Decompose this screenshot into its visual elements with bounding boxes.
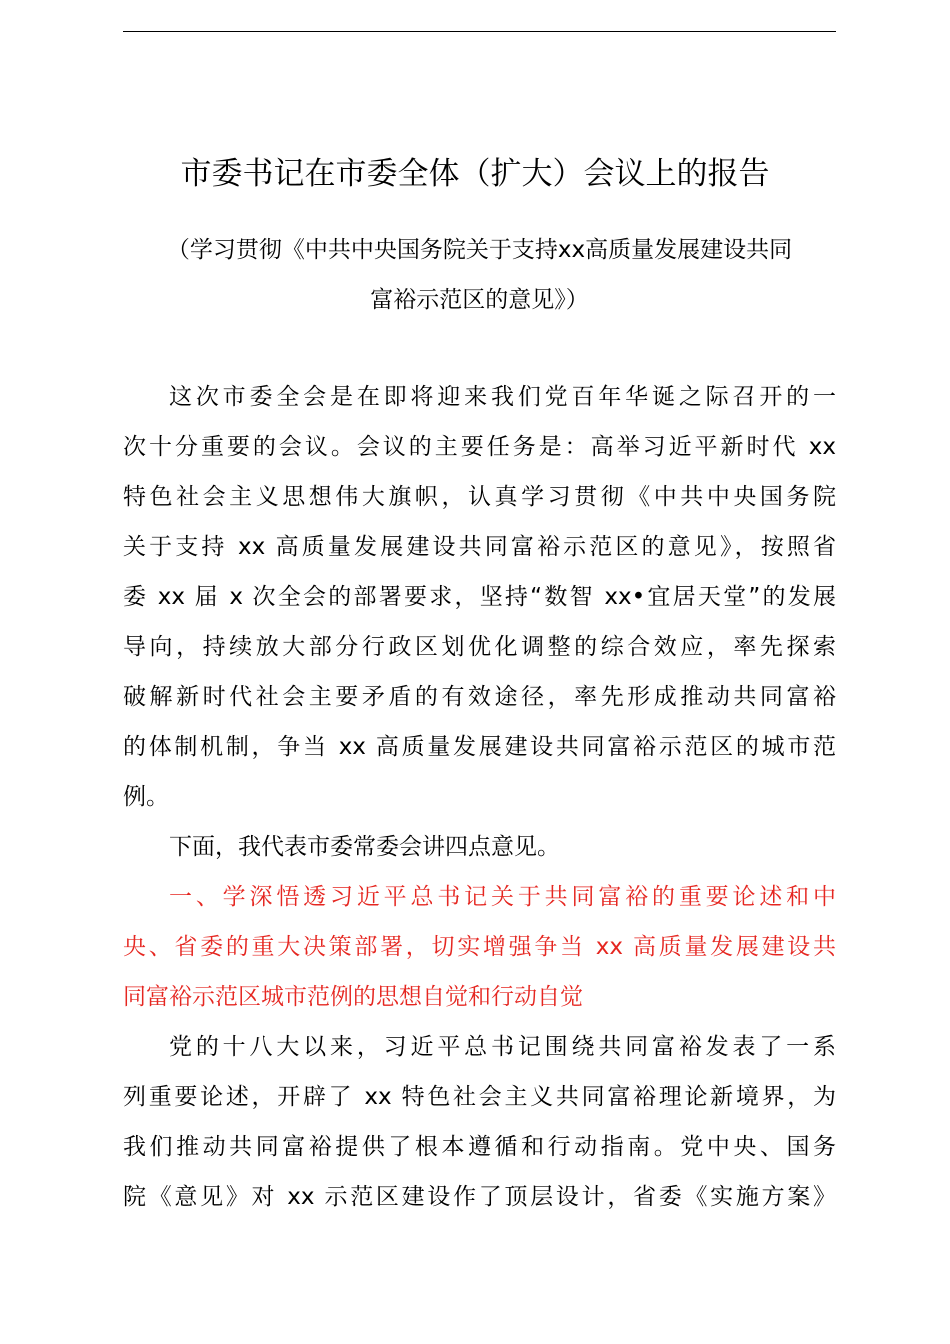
paragraph-line: 列重要论述，开辟了 xx 特色社会主义共同富裕理论新境界，为 [123,1084,836,1110]
document-body [123,372,836,1222]
heading-line: 一、学深悟透习近平总书记关于共同富裕的重要论述和中 [169,884,836,910]
paragraph-section-1 [123,1022,836,1222]
paragraph-line: 导向，持续放大部分行政区划优化调整的综合效应，率先探索 [123,634,836,660]
paragraph-line: 这次市委全会是在即将迎来我们党百年华诞之际召开的一 [169,384,836,410]
paragraph-line: 院《意见》对 xx 示范区建设作了顶层设计，省委《实施方案》 [123,1184,836,1210]
heading-line: 央、省委的重大决策部署，切实增强争当 xx 高质量发展建设共 [123,934,836,960]
paragraph-line: 特色社会主义思想伟大旗帜，认真学习贯彻《中共中央国务院 [123,484,836,510]
section-heading-1 [123,872,836,1022]
paragraph-opinions [123,822,836,872]
paragraph-line: 的体制机制，争当 xx 高质量发展建设共同富裕示范区的城市范 [123,734,836,760]
paragraph-line: 关于支持 xx 高质量发展建设共同富裕示范区的意见》，按照省 [123,534,836,560]
paragraph-line: 我们推动共同富裕提供了根本遵循和行动指南。党中央、国务 [123,1134,836,1160]
paragraph-line: 委 xx 届 x 次全会的部署要求，坚持“数智 xx•宜居天堂”的发展 [123,584,836,610]
document-subtitle [123,224,836,324]
paragraph-line: 下面，我代表市委常委会讲四点意见。 [169,834,560,860]
paragraph-line: 例。 [123,784,169,810]
subtitle-line: 富裕示范区的意见》） [370,287,589,313]
paragraph-line: 破解新时代社会主要矛盾的有效途径，率先形成推动共同富裕 [123,684,836,710]
document-title: 市委书记在市委全体（扩大）会议上的报告 [180,156,770,192]
subtitle-line: （学习贯彻《中共中央国务院关于支持xx高质量发展建设共同 [166,237,793,263]
heading-line: 同富裕示范区城市范例的思想自觉和行动自觉 [123,984,583,1010]
paragraph-line: 党的十八大以来，习近平总书记围绕共同富裕发表了一系 [169,1034,836,1060]
paragraph-intro [123,372,836,822]
paragraph-line: 次十分重要的会议。会议的主要任务是：高举习近平新时代 xx [123,434,836,460]
header-rule [123,31,836,32]
